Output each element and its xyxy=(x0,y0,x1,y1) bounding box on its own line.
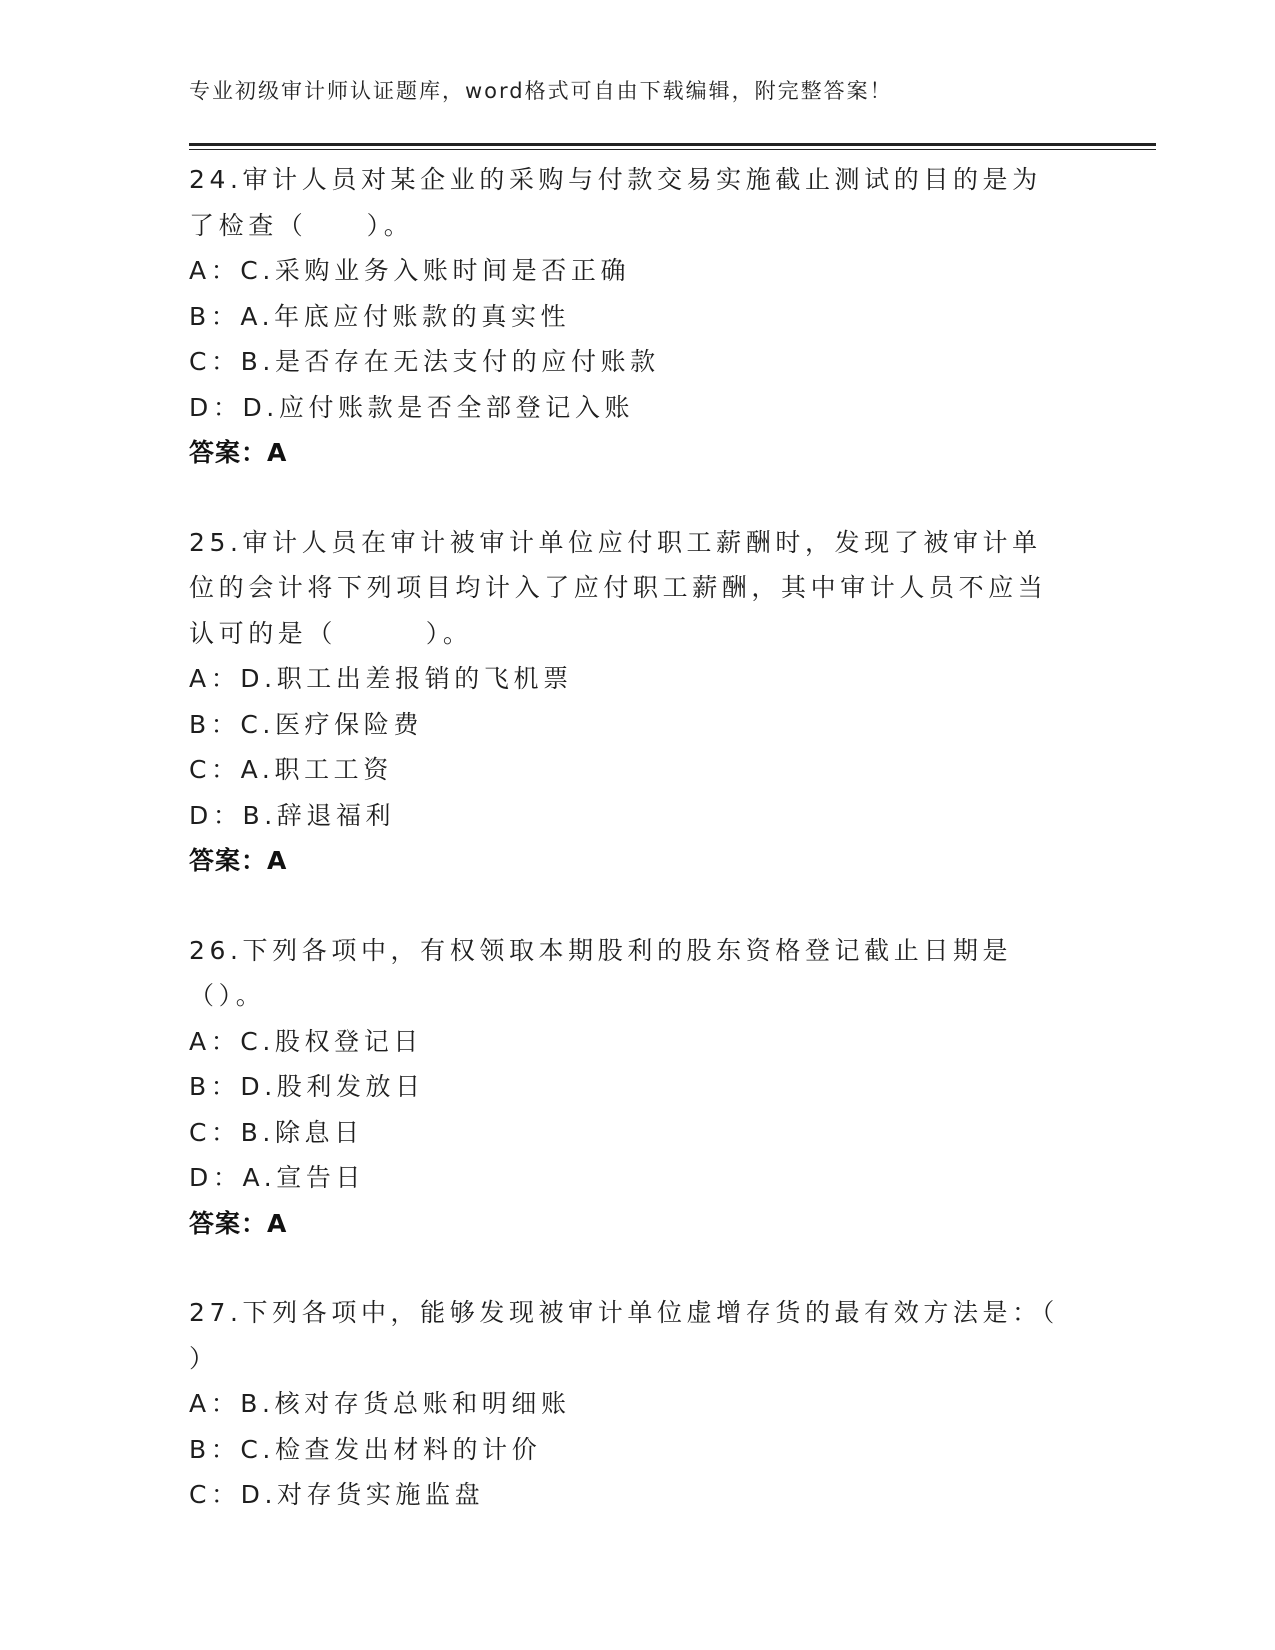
question-stem: 25.审计人员在审计被审计单位应付职工薪酬时，发现了被审计单位的会计将下列项目均计入了应付职工薪酬，其中审计人员不应当认可的是（ ）。 xyxy=(189,527,1048,648)
option-b: B：D.股利发放日 xyxy=(189,1072,425,1101)
option-b: B：C.医疗保险费 xyxy=(189,709,423,739)
option-a: A：C.采购业务入账时间是否正确 xyxy=(189,256,631,285)
answer-line: 答案：A xyxy=(189,1208,288,1238)
question-list xyxy=(189,157,1089,1562)
header-divider-thin xyxy=(189,149,1156,150)
option-c: C：D.对存货实施监盘 xyxy=(189,1480,485,1509)
question-24 xyxy=(189,157,1089,476)
option-c: C：B.除息日 xyxy=(189,1117,364,1147)
option-c: C：A.职工工资 xyxy=(189,755,393,784)
answer-line: 答案：A xyxy=(189,438,288,467)
question-stem: 27.下列各项中，能够发现被审计单位虚增存货的最有效方法是：（ ） xyxy=(189,1298,1059,1373)
question-25 xyxy=(189,520,1089,884)
header-divider-thick xyxy=(189,143,1156,146)
answer-line: 答案：A xyxy=(189,846,288,875)
option-b: B：A.年底应付账款的真实性 xyxy=(189,301,571,331)
option-d: D：A.宣告日 xyxy=(189,1163,366,1192)
option-c: C：B.是否存在无法支付的应付账款 xyxy=(189,347,660,376)
option-a: A：B.核对存货总账和明细账 xyxy=(189,1389,571,1418)
question-27 xyxy=(189,1290,1089,1518)
question-stem: 26.下列各项中，有权领取本期股利的股东资格登记截止日期是（）。 xyxy=(189,935,1013,1010)
question-stem: 24.审计人员对某企业的采购与付款交易实施截止测试的目的是为了检查（ ）。 xyxy=(189,165,1042,240)
page-header: 专业初级审计师认证题库，word格式可自由下载编辑，附完整答案！ xyxy=(189,79,893,103)
option-b: B：C.检查发出材料的计价 xyxy=(189,1434,542,1464)
option-a: A：D.职工出差报销的飞机票 xyxy=(189,664,573,693)
option-d: D：D.应付账款是否全部登记入账 xyxy=(189,392,635,422)
option-d: D：B.辞退福利 xyxy=(189,800,396,830)
option-a: A：C.股权登记日 xyxy=(189,1026,423,1056)
question-26 xyxy=(189,928,1089,1247)
